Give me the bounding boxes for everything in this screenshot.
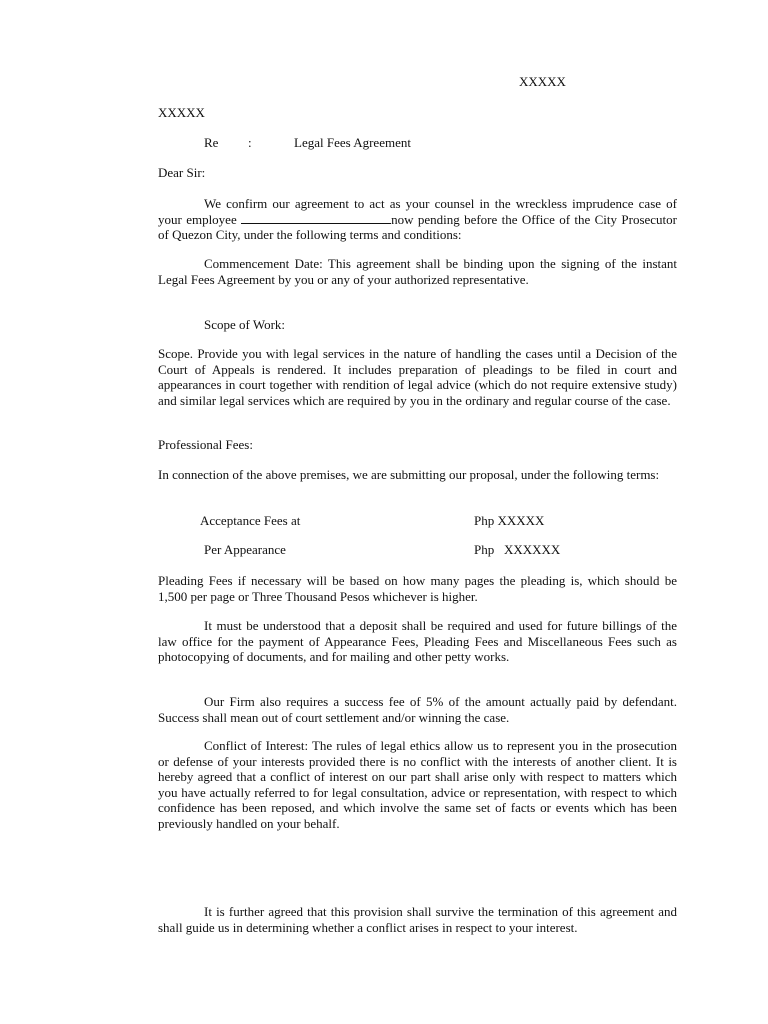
scope-paragraph: Scope. Provide you with legal services in the nature of handling the cases until a Decision of the Court of Appeals is rendered. It includes preparation of pleadings to be filed in court and appearances in court together with rendition of legal advice (which do not require extensive study) and similar legal services which are required by you in the ordinary and regular course of the case. — [158, 346, 677, 408]
addressee: XXXXX — [158, 105, 205, 120]
fee-label: Per Appearance — [204, 542, 286, 557]
fee-value: Php XXXXXX — [474, 542, 561, 557]
fee-value: Php XXXXX — [474, 513, 545, 528]
commencement-paragraph: Commencement Date: This agreement shall be binding upon the signing of the instant Legal Fees Agreement by you or any of your authorized representative. — [158, 256, 677, 287]
success-fee-paragraph: Our Firm also requires a success fee of 5% of the amount actually paid by defendant. Success shall mean out of court settlement and/or winning the case. — [158, 694, 677, 725]
fee-label: Acceptance Fees at — [200, 513, 301, 528]
intro-paragraph — [158, 196, 677, 243]
conflict-paragraph: Conflict of Interest: The rules of legal ethics allow us to represent you in the prosecution or defense of your interests provided there is no conflict with the interests of another client. It is hereby agreed that a conflict of interest on our part shall arise only with respect to matters which you have actually referred to for legal consultation, advice or representation, with respect to which confidence has been reposed, and which involve the same set of facts or events which has been previously handled on your behalf. — [158, 738, 677, 831]
fees-heading: Professional Fees: — [158, 437, 253, 452]
fees-intro-paragraph: In connection of the above premises, we are submitting our proposal, under the following terms: — [158, 467, 660, 482]
fee-row-acceptance — [200, 513, 600, 529]
scope-heading: Scope of Work: — [204, 317, 286, 332]
re-label: Re — [204, 135, 219, 150]
intro-text-end: now pending before the Office of the City Prosecutor of Quezon City, under the following terms and conditions: — [158, 211, 677, 242]
deposit-paragraph: It must be understood that a deposit shall be required and used for future billings of the law office for the payment of Appearance Fees, Pleading Fees and Miscellaneous Fees such as photocopying of documents, and for mailing and other petty works. — [158, 618, 677, 664]
re-subject: Legal Fees Agreement — [294, 135, 411, 150]
fee-row-appearance — [200, 542, 600, 558]
intro-text-start: We confirm our agreement to act as your counsel in the wreckless imprudence case of your employee — [158, 196, 677, 227]
salutation: Dear Sir: — [158, 165, 206, 180]
employee-name-blank — [241, 212, 391, 224]
pleading-fees-paragraph: Pleading Fees if necessary will be based on how many pages the pleading is, which should be 1,500 per page or Three Thousand Pesos whichever is higher. — [158, 573, 677, 604]
date-line: XXXXX — [519, 74, 566, 89]
survival-paragraph: It is further agreed that this provision shall survive the termination of this agreement and shall guide us in determining whether a conflict arises in respect to your interest. — [158, 904, 677, 935]
re-colon: : — [248, 135, 252, 150]
